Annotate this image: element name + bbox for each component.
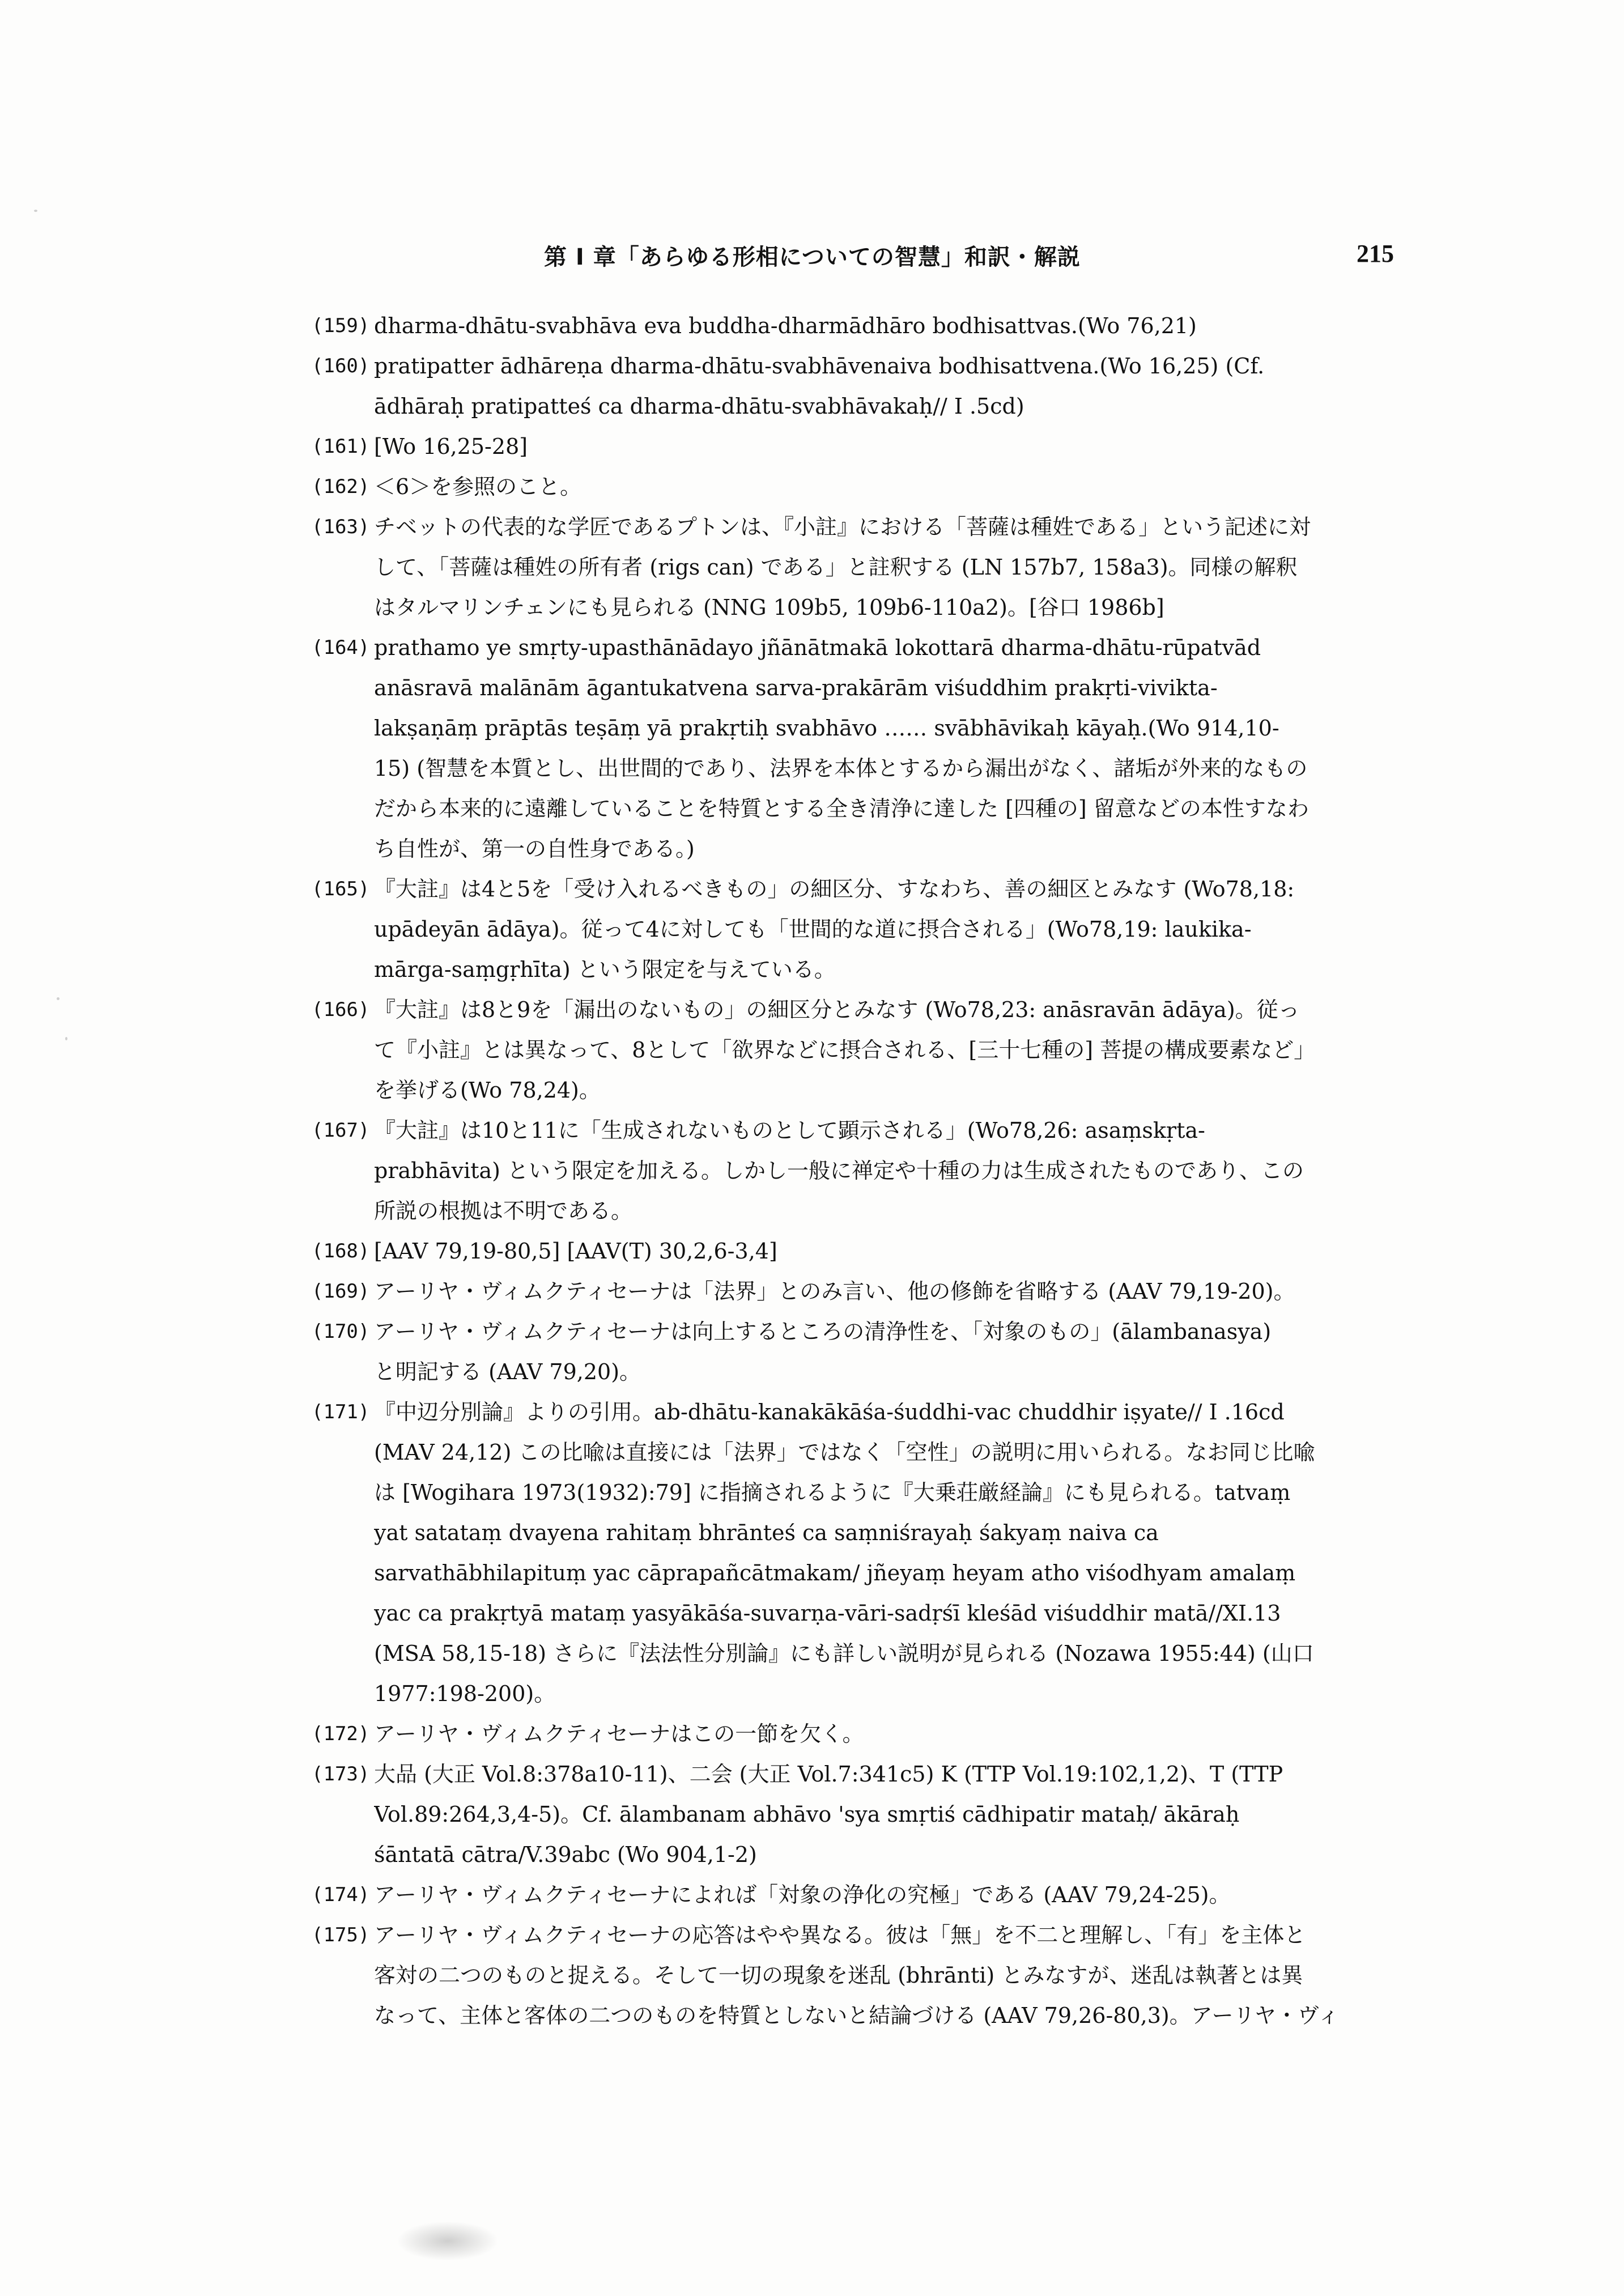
endnote — [312, 1754, 1417, 1875]
endnote-line: sarvathābhilapituṃ yac cāprapañcātmakam/ jñeyaṃ heyam atho viśodhyam amalaṃ — [374, 1561, 1296, 1585]
endnote-number: (166) — [312, 998, 370, 1021]
endnote-line: lakṣaṇāṃ prāptās teṣāṃ yā prakṛtiḥ svabhāvo …… svābhāvikaḥ kāyaḥ.(Wo 914,10- — [374, 716, 1279, 741]
endnote-line: 『大註』は10と11に「生成されないものとして顕示される」(Wo78,26: asaṃskṛta- — [374, 1118, 1205, 1143]
endnote-number: (171) — [312, 1401, 370, 1423]
endnote-body — [374, 1392, 1417, 1714]
scan-speck — [65, 1037, 67, 1040]
endnote-line: アーリヤ・ヴィムクティセーナは向上するところの清浄性を、「対象のもの」(ālambanasya) — [374, 1319, 1272, 1344]
endnote-body — [374, 507, 1417, 628]
endnote-number: (174) — [312, 1883, 370, 1906]
endnote-body — [374, 869, 1417, 990]
endnote-number: (162) — [312, 475, 370, 498]
endnote-body — [374, 1111, 1417, 1231]
endnote-body — [374, 346, 1417, 427]
endnote-line: 『大註』は8と9を「漏出のないもの」の細区分とみなす (Wo78,23: anāsravān ādāya)。従っ — [374, 997, 1300, 1022]
endnote-line: なって、主体と客体の二つのものを特質としないと結論づける (AAV 79,26-80,3)。アーリヤ・ヴィ — [374, 2003, 1340, 2028]
endnote-body — [374, 427, 1417, 467]
endnote — [312, 427, 1417, 467]
endnote-number: (163) — [312, 516, 370, 538]
endnote-line: と明記する (AAV 79,20)。 — [374, 1359, 641, 1384]
endnote-line: 『大註』は4と5を「受け入れるべきもの」の細区分、すなわち、善の細区とみなす (Wo78,18: — [374, 877, 1295, 902]
scan-speck — [34, 210, 37, 212]
endnote-body — [374, 306, 1417, 346]
endnote-number: (175) — [312, 1924, 370, 1946]
endnote-body — [374, 990, 1417, 1111]
scan-speck — [57, 997, 59, 1000]
endnote-line: 所説の根拠は不明である。 — [374, 1198, 633, 1223]
endnote-number: (161) — [312, 435, 370, 458]
endnote-line: ＜6＞を参照のこと。 — [374, 474, 582, 499]
endnote-line: だから本来的に遠離していることを特質とする全き清浄に達した [四種の] 留意などの本性すなわ — [374, 796, 1309, 821]
endnote — [312, 346, 1417, 427]
endnote — [312, 1312, 1417, 1392]
endnote — [312, 1111, 1417, 1231]
endnote-number: (159) — [312, 314, 370, 337]
endnote-line: アーリヤ・ヴィムクティセーナの応答はやや異なる。彼は「無」を不二と理解し、「有」を主体と — [374, 1923, 1306, 1948]
endnote-line: dharma-dhātu-svabhāva eva buddha-dharmādhāro bodhisattvas.(Wo 76,21) — [374, 313, 1197, 338]
endnote — [312, 507, 1417, 628]
endnote-line: 15) (智慧を本質とし、出世間的であり、法界を本体とするから漏出がなく、諸垢が外来的なもの — [374, 756, 1308, 781]
endnote-body — [374, 1754, 1417, 1875]
endnote-line: ち自性が、第一の自性身である。) — [374, 836, 695, 861]
endnote-line: mārga-saṃgṛhīta) という限定を与えている。 — [374, 957, 836, 982]
endnote-body — [374, 1915, 1417, 2036]
endnote-number: (165) — [312, 878, 370, 900]
endnote-line: pratipatter ādhāreṇa dharma-dhātu-svabhāvenaiva bodhisattvena.(Wo 16,25) (Cf. — [374, 354, 1265, 379]
endnote-line: ādhāraḥ pratipatteś ca dharma-dhātu-svabhāvakaḥ// I .5cd) — [374, 394, 1024, 419]
endnote-line: して、「菩薩は種姓の所有者 (rigs can) である」と註釈する (LN 157b7, 158a3)。同様の解釈 — [374, 555, 1298, 580]
endnote — [312, 1231, 1417, 1272]
endnote — [312, 1272, 1417, 1312]
endnote-body — [374, 1312, 1417, 1392]
endnote-line: はタルマリンチェンにも見られる (NNG 109b5, 109b6-110a2)。[谷口 1986b] — [374, 595, 1164, 620]
endnote-line: を挙げる(Wo 78,24)。 — [374, 1078, 601, 1103]
endnote — [312, 306, 1417, 346]
endnote — [312, 1714, 1417, 1754]
endnote-line: アーリヤ・ヴィムクティセーナは「法界」とのみ言い、他の修飾を省略する (AAV 79,19-20)。 — [374, 1279, 1295, 1304]
endnote-line: 『中辺分別論』よりの引用。ab-dhātu-kanakākāśa-śuddhi-vac chuddhir iṣyate// I .16cd — [374, 1400, 1285, 1425]
endnotes-list — [312, 306, 1417, 2036]
endnote-line: (MAV 24,12) この比喩は直接には「法界」ではなく「空性」の説明に用いられる。なお同じ比喩 — [374, 1440, 1315, 1465]
endnote-body — [374, 1272, 1417, 1312]
endnote-line: Vol.89:264,3,4-5)。Cf. ālambanam abhāvo 'sya smṛtiś cādhipatir mataḥ/ ākāraḥ — [374, 1802, 1240, 1827]
endnote-line: は [Wogihara 1973(1932):79] に指摘されるように『大乗荘厳経論』にも見られる。tatvaṃ — [374, 1480, 1291, 1505]
endnote-body — [374, 1231, 1417, 1272]
endnote-body — [374, 628, 1417, 869]
endnote-line: prathamo ye smṛty-upasthānādayo jñānātmakā lokottarā dharma-dhātu-rūpatvād — [374, 635, 1261, 660]
endnote-number: (167) — [312, 1119, 370, 1142]
endnote-body — [374, 467, 1417, 507]
endnote-line: yac ca prakṛtyā mataṃ yasyākāśa-suvarṇa-vāri-sadṛśī kleśād viśuddhir matā//XI.13 — [374, 1601, 1281, 1626]
endnote-number: (173) — [312, 1763, 370, 1785]
endnote — [312, 1915, 1417, 2036]
endnote-line: [AAV 79,19-80,5] [AAV(T) 30,2,6-3,4] — [374, 1239, 777, 1264]
endnote-line: て『小註』とは異なって、8として「欲界などに摂合される、[三十七種の] 菩提の構成要素など」 — [374, 1038, 1316, 1062]
endnote-body — [374, 1714, 1417, 1754]
endnote — [312, 1392, 1417, 1714]
running-header-title: 第 I 章「あらゆる形相についての智慧」和訳・解説 — [544, 244, 1081, 270]
endnote-number: (164) — [312, 636, 370, 659]
endnote-number: (172) — [312, 1723, 370, 1745]
endnote — [312, 628, 1417, 869]
endnote-body — [374, 1875, 1417, 1915]
endnote-number: (170) — [312, 1320, 370, 1343]
endnote-line: yat satataṃ dvayena rahitaṃ bhrānteś ca saṃniśrayaḥ śakyaṃ naiva ca — [374, 1520, 1159, 1545]
page-number: 215 — [1357, 240, 1394, 267]
endnote-line: prabhāvita) という限定を加える。しかし一般に禅定や十種の力は生成されたものであり、この — [374, 1158, 1304, 1183]
endnote — [312, 869, 1417, 990]
endnote — [312, 467, 1417, 507]
running-header — [544, 239, 1394, 279]
endnote-line: アーリヤ・ヴィムクティセーナによれば「対象の浄化の究極」である (AAV 79,24-25)。 — [374, 1882, 1231, 1907]
endnote — [312, 1875, 1417, 1915]
scan-smudge — [397, 2221, 499, 2261]
endnote-number: (168) — [312, 1240, 370, 1262]
endnote-line: anāsravā malānām āgantukatvena sarva-prakārām viśuddhim prakṛti-vivikta- — [374, 675, 1218, 700]
endnote — [312, 990, 1417, 1111]
endnote-line: 大品 (大正 Vol.8:378a10-11)、二会 (大正 Vol.7:341c5) K (TTP Vol.19:102,1,2)、T (TTP — [374, 1762, 1283, 1787]
endnote-number: (169) — [312, 1280, 370, 1303]
endnote-number: (160) — [312, 355, 370, 377]
endnote-line: [Wo 16,25-28] — [374, 434, 528, 459]
endnote-line: 客対の二つのものと捉える。そして一切の現象を迷乱 (bhrānti) とみなすが、迷乱は執著とは異 — [374, 1963, 1303, 1988]
endnote-line: 1977:198-200)。 — [374, 1681, 556, 1706]
endnote-line: śāntatā cātra/V.39abc (Wo 904,1-2) — [374, 1842, 757, 1867]
endnote-line: upādeyān ādāya)。従って4に対しても「世間的な道に摂合される」(Wo78,19: laukika- — [374, 917, 1252, 942]
endnote-line: チベットの代表的な学匠であるプトンは、『小註』における「菩薩は種姓である」という記述に対 — [374, 515, 1311, 539]
endnote-line: アーリヤ・ヴィムクティセーナはこの一節を欠く。 — [374, 1721, 864, 1746]
endnote-line: (MSA 58,15-18) さらに『法法性分別論』にも詳しい説明が見られる (Nozawa 1955:44) (山口 — [374, 1641, 1314, 1666]
